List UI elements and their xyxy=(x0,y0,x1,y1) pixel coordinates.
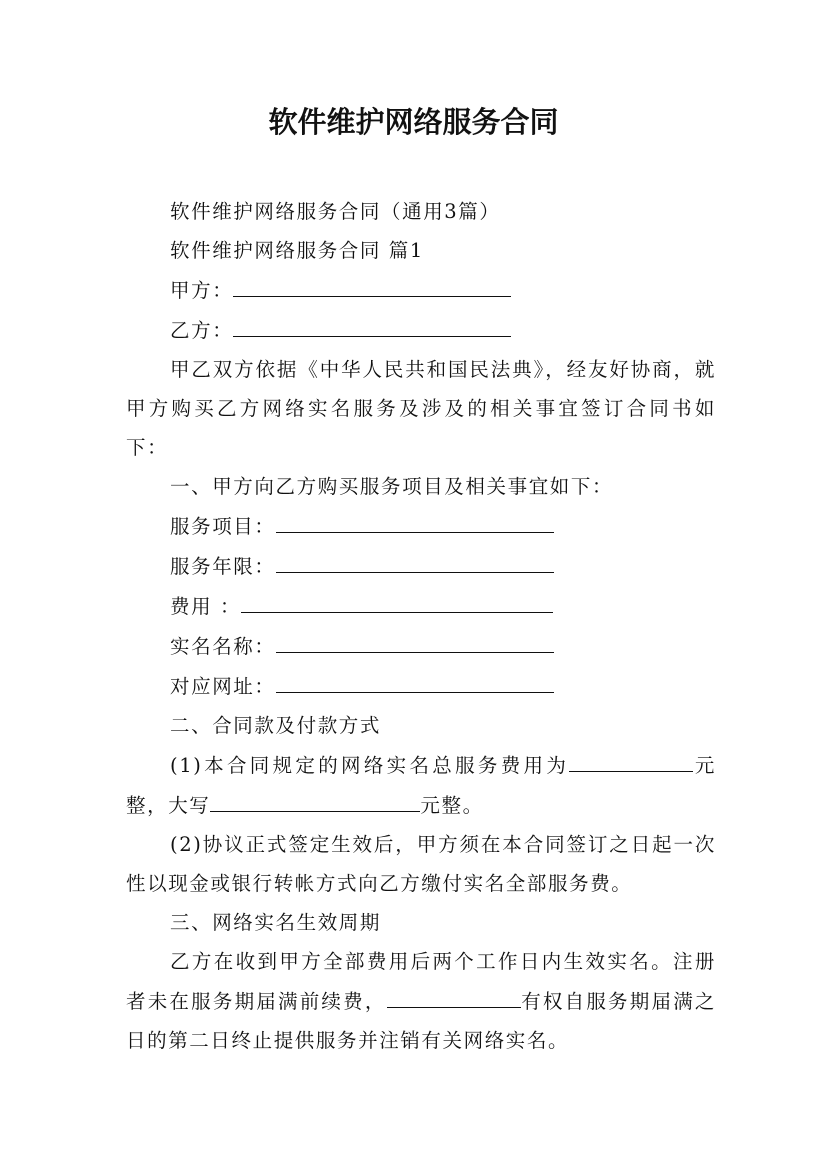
service-term-line xyxy=(126,546,716,586)
section3-paragraph xyxy=(126,942,716,1060)
section2-heading: 二、合同款及付款方式 xyxy=(170,714,382,737)
fee-label: 费用 ： xyxy=(170,595,242,618)
service-item-blank xyxy=(276,506,554,533)
service-item-label: 服务项目： xyxy=(170,515,276,538)
uppercase-amount-blank xyxy=(210,785,420,812)
party-a-blank xyxy=(233,270,511,297)
fee-blank xyxy=(241,586,553,613)
clause1-text-middle: 元整，大写 xyxy=(126,754,716,817)
service-item-line xyxy=(126,506,716,546)
section1-heading: 一、甲方向乙方购买服务项目及相关事宜如下： xyxy=(170,475,614,498)
total-fee-blank xyxy=(569,745,693,772)
party-b-blank xyxy=(233,310,511,337)
article-heading: 软件维护网络服务合同 篇1 xyxy=(170,239,424,262)
section3-text-end: 有权自服务期届满之日的第二日终止提供服务并注销有关网络实名。 xyxy=(126,990,717,1052)
party-b-line xyxy=(126,310,716,350)
url-line xyxy=(126,666,716,706)
clause2-paragraph: (2)协议正式签定生效后，甲方须在本合同签订之日起一次性以现金或银行转帐方式向乙方缴付实名全部服务费。 xyxy=(126,833,716,895)
clause1-paragraph xyxy=(126,745,716,825)
real-name-label: 实名名称： xyxy=(170,635,276,658)
clause1-text-end: 元整。 xyxy=(420,794,484,817)
document-body xyxy=(126,192,716,1060)
url-label: 对应网址： xyxy=(170,675,276,698)
document-title: 软件维护网络服务合同 xyxy=(268,105,559,139)
party-a-line xyxy=(126,270,716,310)
real-name-line xyxy=(126,626,716,666)
fee-line xyxy=(126,586,716,626)
document-subtitle: 软件维护网络服务合同（通用3篇） xyxy=(170,200,501,223)
real-name-blank xyxy=(276,626,554,653)
section3-heading: 三、网络实名生效周期 xyxy=(170,911,382,934)
service-term-label: 服务年限： xyxy=(170,555,276,578)
clause1-text-start: (1)本合同规定的网络实名总服务费用为 xyxy=(170,754,570,777)
party-a-label: 甲方： xyxy=(170,279,234,302)
party-b-label: 乙方： xyxy=(170,319,234,342)
intro-paragraph: 甲乙双方依据《中华人民共和国民法典》，经友好协商，就甲方购买乙方网络实名服务及涉及的相关事宜签订合同书如下： xyxy=(126,358,716,459)
service-term-blank xyxy=(276,546,554,573)
url-blank xyxy=(276,666,554,693)
section3-text-start: 乙方在收到甲方全部费用后两个工作日内生效实名。注册者未在服务期届满前续费， xyxy=(126,950,716,1013)
provider-name-blank xyxy=(387,981,521,1008)
